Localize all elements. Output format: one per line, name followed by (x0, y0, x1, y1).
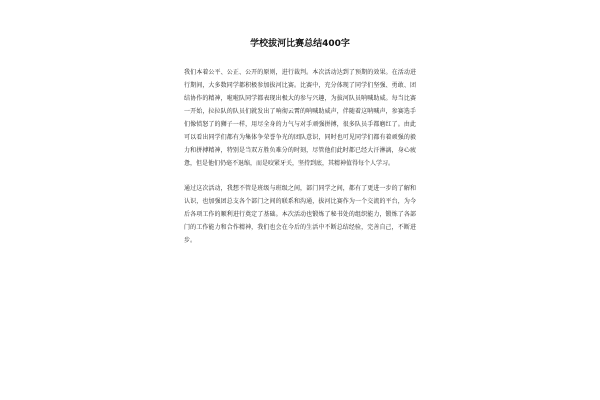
document-body (184, 66, 416, 247)
paragraph-2: 通过这次活动，我想不管是班级与班级之间，部门同学之间，都有了更进一步的了解和认识，也加强团总支各个部门之间的联系和沟通，拔河比赛作为一个交流的平台，为今后各项工作的顺利进行奠定了基础。本次活动也锻炼了秘书处的组织能力，锻炼了各部门的工作能力和合作精神，我们也会在今后的生活中不断总结经验，完善自己，不断进步。 (184, 185, 416, 244)
paragraph-1: 我们本着公平、公正、公开的原则，进行裁判。本次活动达到了预期的效果。在活动进行期间，大多数同学都积极参加拔河比赛。比赛中，充分体现了同学们坚强、勇敢、团结协作的精神，啦啦队同学都表现出极大的参与兴趣，为拔河队员呐喊助威。每当比赛一开始，拉拉队的队员们就发出了响彻云霄的呐喊助威声，伴随着这呐喊声，参赛选手们像愤怒了的狮子一样，用尽全身的力气与对手顽强拼搏，很多队员手都磨红了。由此可以看出同学们都有为集体争荣誉争光的团队意识，同时也可见同学们都有着顽强的毅力和拼搏精神，特别是当双方胜负难分的时刻，尽管他们此时都已经大汗淋漓，身心疲惫，但是他们仍毫不退缩，而是咬紧牙关，坚持到底，其精神值得每个人学习。 (184, 69, 416, 167)
document-title: 学校拔河比赛总结400字 (250, 39, 350, 49)
